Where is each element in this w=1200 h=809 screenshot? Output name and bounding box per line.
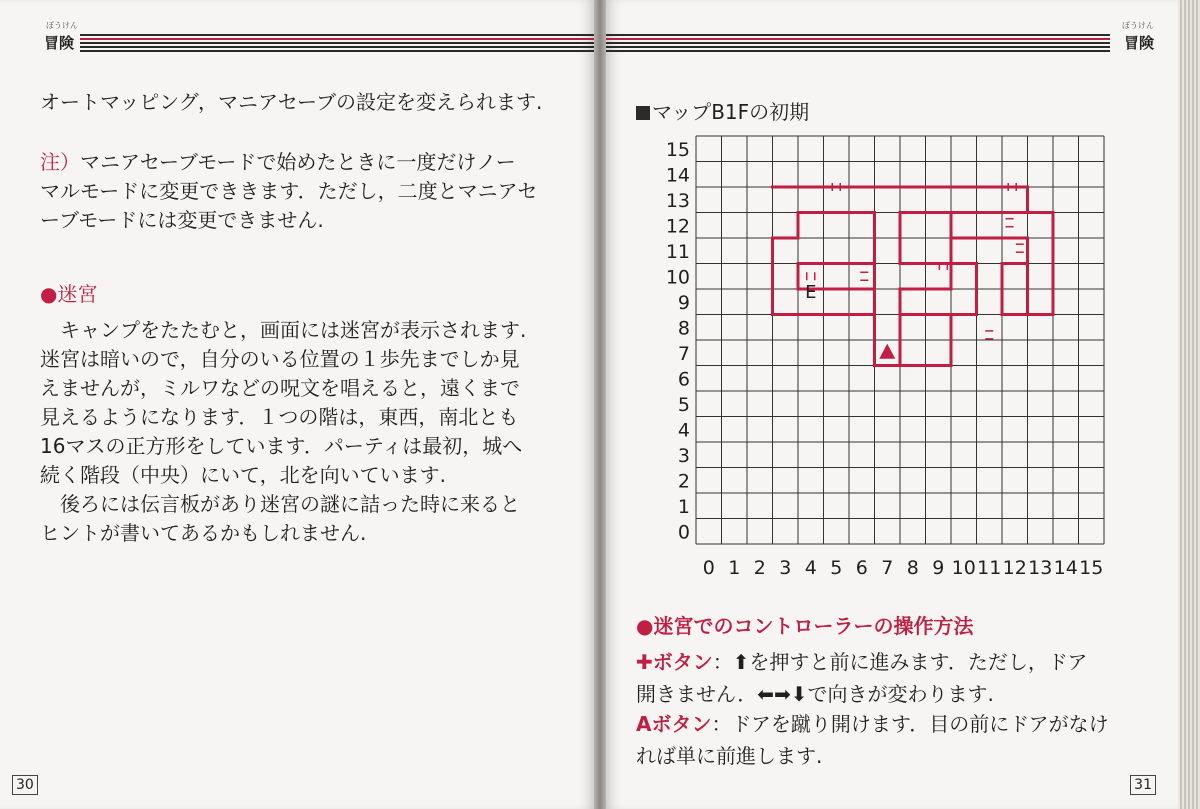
body-line: 続く階段（中央）にいて，北を向いています. [40, 463, 446, 487]
y-tick-label: 1 [677, 495, 690, 518]
x-tick-label: 8 [906, 557, 919, 579]
section-ruby: ぼうけん [1122, 21, 1154, 30]
y-tick-label: 13 [665, 189, 690, 212]
body-line: キャンプをたたむと，画面には迷宮が表示されます. [40, 318, 527, 342]
header-stripes [606, 34, 1110, 56]
x-tick-label: 5 [830, 557, 843, 579]
right-page [606, 0, 1200, 809]
y-tick-label: 7 [677, 342, 690, 365]
square-bullet-icon [636, 106, 650, 120]
body-line: ヒントが書いてあるかもしれません. [40, 521, 367, 545]
page-edges [1178, 0, 1200, 809]
x-tick-label: 6 [855, 557, 868, 579]
body-line: 後ろには伝言板があり迷宮の謎に詰った時に来ると [40, 492, 520, 516]
y-tick-label: 5 [677, 393, 690, 416]
x-tick-label: 0 [702, 557, 715, 579]
stairs-marker-label: E [805, 281, 817, 303]
a-button-label: Aボタン [636, 712, 712, 736]
section-tag: 冒険 [1118, 32, 1160, 53]
y-tick-label: 10 [665, 266, 690, 289]
note-line: ーブモードには変更できません. [40, 208, 324, 232]
x-tick-label: 11 [977, 557, 1002, 579]
y-tick-label: 3 [677, 444, 690, 467]
header-stripes [70, 34, 594, 56]
page-number: 30 [12, 775, 38, 795]
maze-body [40, 316, 570, 548]
heading-text: 迷宮 [57, 282, 98, 306]
y-tick-label: 6 [677, 368, 690, 391]
section-ruby: ぼうけん [46, 21, 78, 30]
x-tick-label: 9 [932, 557, 945, 579]
controls-heading [636, 610, 1176, 642]
note-line: マニアセーブモードで始めたときに一度だけノー [80, 150, 516, 174]
y-tick-label: 15 [665, 138, 690, 161]
x-tick-label: 15 [1079, 557, 1104, 579]
a-line: れば単に前進します. [636, 744, 823, 768]
intro-text: オートマッピング，マニアセーブの設定を変えられます. [40, 90, 543, 114]
plus-line: 開きません．⬅➡⬇で向きが変わります. [636, 682, 994, 706]
x-tick-label: 13 [1028, 557, 1053, 579]
y-tick-label: 12 [665, 215, 690, 238]
x-tick-label: 4 [804, 557, 817, 579]
heading-bullet: ● [40, 282, 58, 306]
y-tick-label: 9 [677, 291, 690, 314]
x-tick-label: 2 [753, 557, 766, 579]
a-button-desc [636, 708, 1176, 772]
controls-bullet: ● [636, 614, 654, 638]
a-line: ：ドアを蹴り開けます．目の前にドアがなけ [711, 712, 1109, 736]
plus-button-label: ✚ボタン [636, 650, 713, 674]
maze-heading [40, 280, 570, 309]
y-tick-label: 2 [677, 470, 690, 493]
page-number: 31 [1130, 775, 1156, 795]
y-tick-label: 14 [665, 164, 690, 187]
x-tick-label: 10 [951, 557, 976, 579]
dungeon-map [656, 128, 1104, 579]
section-tag: 冒険 [38, 32, 80, 53]
map-title: マップB1Fの初期 [636, 96, 809, 125]
book-gutter [594, 0, 606, 809]
y-tick-label: 8 [677, 317, 690, 340]
x-tick-label: 3 [779, 557, 792, 579]
party-position-icon [879, 344, 895, 359]
x-tick-label: 1 [728, 557, 741, 579]
plus-line: ：⬆を押すと前に進みます．ただし，ドア [712, 650, 1088, 674]
x-tick-label: 7 [881, 557, 894, 579]
y-tick-label: 11 [665, 240, 690, 263]
x-tick-label: 14 [1053, 557, 1078, 579]
y-tick-label: 0 [677, 521, 690, 544]
y-tick-label: 4 [677, 419, 690, 442]
plus-button-desc [636, 646, 1176, 710]
body-line: 見えるようになります．１つの階は，東西，南北とも [40, 405, 519, 429]
body-line: 16マスの正方形をしています．パーティは最初，城へ [40, 434, 523, 458]
controls-heading-text: 迷宮でのコントローラーの操作方法 [653, 614, 974, 638]
note-label: 注） [40, 150, 80, 174]
body-line: 迷宮は暗いので，自分のいる位置の１歩先までしか見 [40, 347, 520, 371]
left-page [0, 0, 594, 809]
note-line: マルモードに変更でききます．ただし，二度とマニアセ [40, 179, 538, 203]
x-tick-label: 12 [1002, 557, 1027, 579]
note-block [40, 148, 570, 235]
body-line: えませんが，ミルワなどの呪文を唱えると，遠くまで [40, 376, 520, 400]
